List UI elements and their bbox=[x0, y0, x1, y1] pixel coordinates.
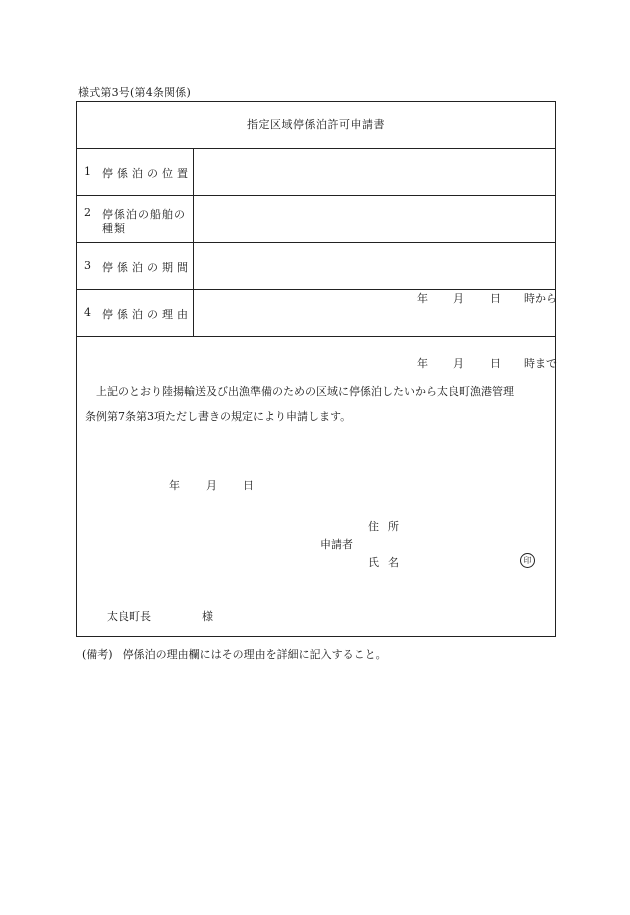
period-from-month: 月 bbox=[452, 292, 464, 305]
row-label-cell bbox=[77, 290, 194, 336]
address-label: 住所 bbox=[368, 520, 408, 533]
row-number: 1 bbox=[84, 165, 91, 178]
row-number: 2 bbox=[84, 206, 91, 219]
period-from-day: 日 bbox=[489, 292, 501, 305]
row-label-mooring-period: 停係泊の期間 bbox=[102, 261, 192, 274]
seal-icon: 印 bbox=[520, 553, 535, 568]
remarks bbox=[82, 646, 387, 662]
row-label-mooring-location: 停係泊の位置 bbox=[102, 167, 192, 180]
date-year: 年 bbox=[169, 479, 180, 492]
row-mooring-reason bbox=[77, 290, 555, 337]
remarks-text: 停係泊の理由欄にはその理由を詳細に記入すること。 bbox=[122, 648, 387, 661]
statement-line-2: 条例第7条第3項ただし書きの規定により申請します。 bbox=[85, 410, 352, 423]
date-day: 日 bbox=[243, 479, 254, 492]
name-label: 氏名 bbox=[368, 556, 408, 569]
statement-line-1: 上記のとおり陸揚輸送及び出漁準備のための区域に停係泊したいから太良町漁港管理 bbox=[96, 385, 514, 398]
row-number: 3 bbox=[84, 259, 91, 272]
row-label-cell bbox=[77, 243, 194, 289]
period-from-time: 時から bbox=[523, 292, 557, 305]
remarks-label: (備考) bbox=[82, 648, 113, 661]
form-number: 様式第3号(第4条関係) bbox=[78, 86, 191, 99]
application-form bbox=[76, 101, 556, 637]
row-label-vessel-type-line2: 種類 bbox=[102, 222, 126, 235]
addressee-honorific: 様 bbox=[202, 610, 213, 623]
application-date[interactable] bbox=[155, 464, 254, 506]
row-mooring-location bbox=[77, 149, 555, 196]
row-number: 4 bbox=[84, 306, 91, 319]
row-label-cell bbox=[77, 196, 194, 242]
form-title: 指定区域停係泊許可申請書 bbox=[77, 102, 555, 149]
period-to-month: 月 bbox=[452, 357, 464, 370]
addressee: 太良町長 bbox=[107, 610, 151, 623]
date-month: 月 bbox=[206, 479, 217, 492]
row-label-mooring-reason: 停係泊の理由 bbox=[102, 308, 192, 321]
period-to-year: 年 bbox=[416, 357, 428, 370]
period-to-day: 日 bbox=[489, 357, 501, 370]
mooring-reason-field[interactable] bbox=[194, 290, 555, 336]
period-from-year: 年 bbox=[416, 292, 428, 305]
vessel-type-field[interactable] bbox=[194, 196, 555, 242]
applicant-label: 申請者 bbox=[320, 538, 353, 551]
row-label-cell bbox=[77, 149, 194, 195]
period-to-line bbox=[389, 344, 557, 383]
period-to-time: 時まで bbox=[523, 357, 557, 370]
row-label-vessel-type-line1: 停係泊の船舶の bbox=[102, 208, 186, 221]
mooring-location-field[interactable] bbox=[194, 149, 555, 195]
row-vessel-type bbox=[77, 196, 555, 243]
application-statement bbox=[85, 379, 551, 429]
